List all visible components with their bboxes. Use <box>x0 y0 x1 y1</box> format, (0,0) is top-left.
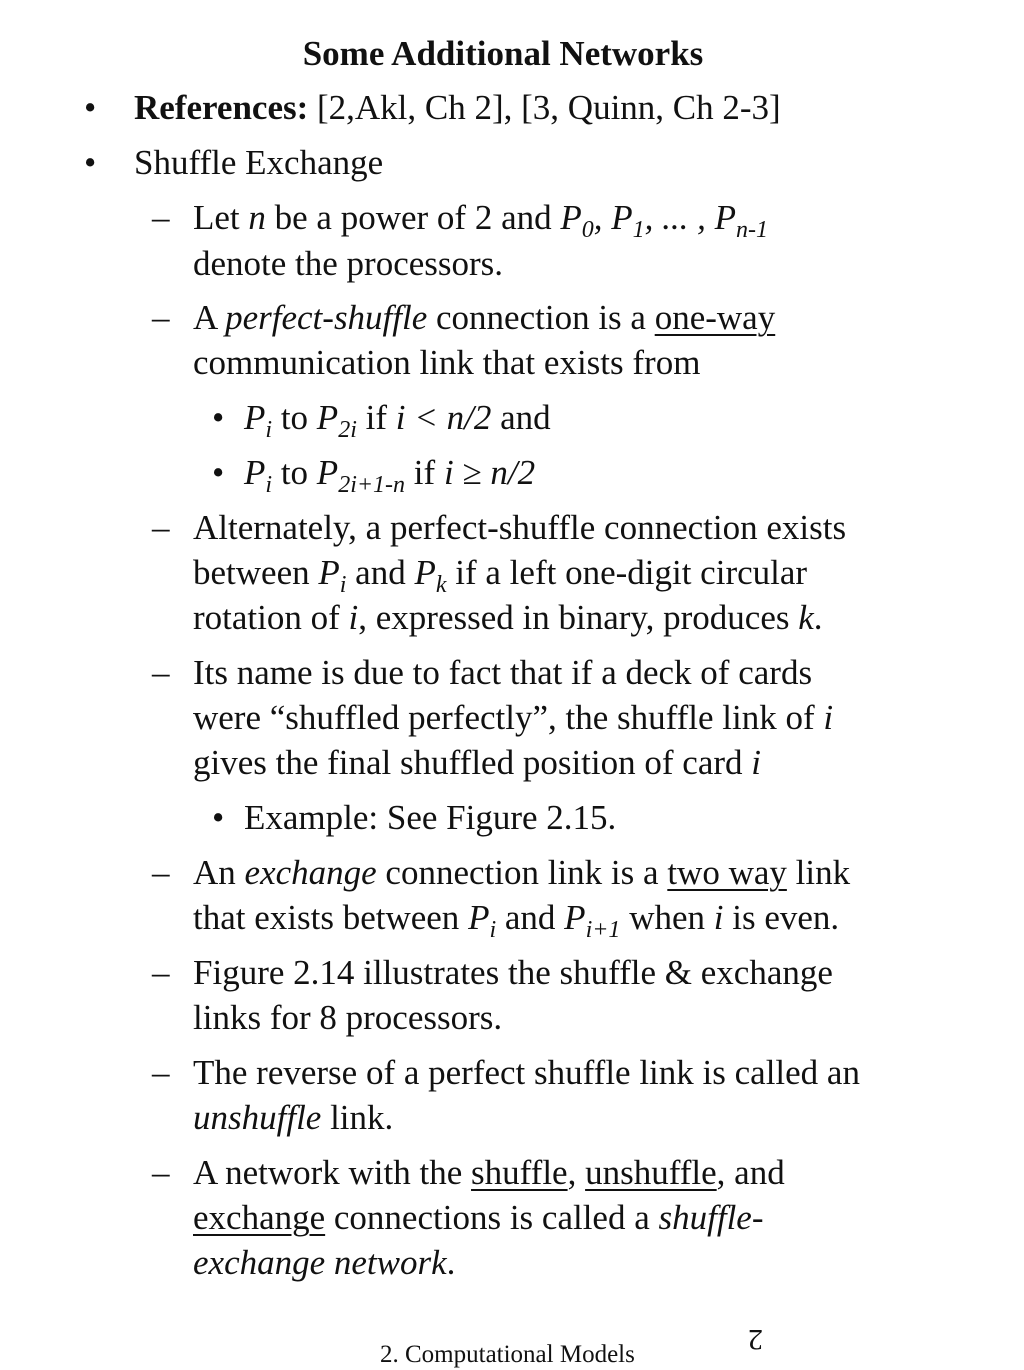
dash-reverse: – <box>152 1053 170 1092</box>
name-origin-line-3: gives the final shuffled position of card i <box>193 743 761 782</box>
dash-alternately: – <box>152 508 170 547</box>
alternately-line-1: Alternately, a perfect-shuffle connection exists <box>193 508 847 547</box>
page-number: 2 <box>748 1323 763 1356</box>
sub-bullet-rule-2: • <box>212 453 225 492</box>
reverse-line-2: unshuffle link. <box>193 1098 394 1137</box>
sub-bullet-rule-1: • <box>212 398 225 437</box>
example-line: Example: See Figure 2.15. <box>244 798 617 837</box>
perfect-shuffle-line-1: A perfect-shuffle connection is a one-way <box>193 298 776 337</box>
perfect-shuffle-line-2: communication link that exists from <box>193 343 701 382</box>
network-line-3: exchange network. <box>193 1243 456 1282</box>
exchange-line-2: that exists between $P_i$ and $P_{i+1}$ when i is even. <box>193 898 840 943</box>
name-origin-line-1: Its name is due to fact that if a deck of cards <box>193 653 813 692</box>
dash-exchange: – <box>152 853 170 892</box>
dash-figure: – <box>152 953 170 992</box>
figure-line-1: Figure 2.14 illustrates the shuffle & exchange <box>193 953 833 992</box>
processors-line-1: Let n be a power of 2 and $P_0$, $P_1$, ... , $P_{n-1}$ <box>193 198 769 243</box>
alternately-line-2: between $P_i$ and $P_k$ if a left one-digit circular <box>193 553 808 598</box>
name-origin-line-2: were “shuffled perfectly”, the shuffle link of i <box>193 698 834 737</box>
rule-2: $P_i$ to $P_{2i+1-n}$ if i ≥ n/2 <box>244 453 536 498</box>
figure-line-2: links for 8 processors. <box>193 998 503 1037</box>
rule-1: $P_i$ to $P_{2i}$ if i < n/2 and <box>244 398 551 443</box>
bullet-references: • <box>84 88 97 127</box>
processors-line-2: denote the processors. <box>193 244 504 283</box>
references-label: References: <box>134 88 309 127</box>
bullet-shuffle-exchange: • <box>84 143 97 182</box>
page-title: Some Additional Networks <box>302 34 704 73</box>
reverse-line-1: The reverse of a perfect shuffle link is called an <box>193 1053 860 1092</box>
sub-bullet-example: • <box>212 798 225 837</box>
dash-network: – <box>152 1153 170 1192</box>
dash-name-origin: – <box>152 653 170 692</box>
references-line <box>134 86 781 130</box>
network-line-2: exchange connections is called a shuffle- <box>193 1198 764 1237</box>
references-text: [2,Akl, Ch 2], [3, Quinn, Ch 2-3] <box>308 88 781 127</box>
exchange-line-1: An exchange connection link is a two way link <box>193 853 851 892</box>
shuffle-exchange-heading: Shuffle Exchange <box>134 143 384 182</box>
alternately-line-3: rotation of i, expressed in binary, produces k. <box>193 598 823 637</box>
dash-processors: – <box>152 198 170 237</box>
network-line-1: A network with the shuffle, unshuffle, and <box>193 1153 785 1192</box>
dash-perfect-shuffle: – <box>152 298 170 337</box>
footer-text: 2. Computational Models <box>380 1341 635 1368</box>
